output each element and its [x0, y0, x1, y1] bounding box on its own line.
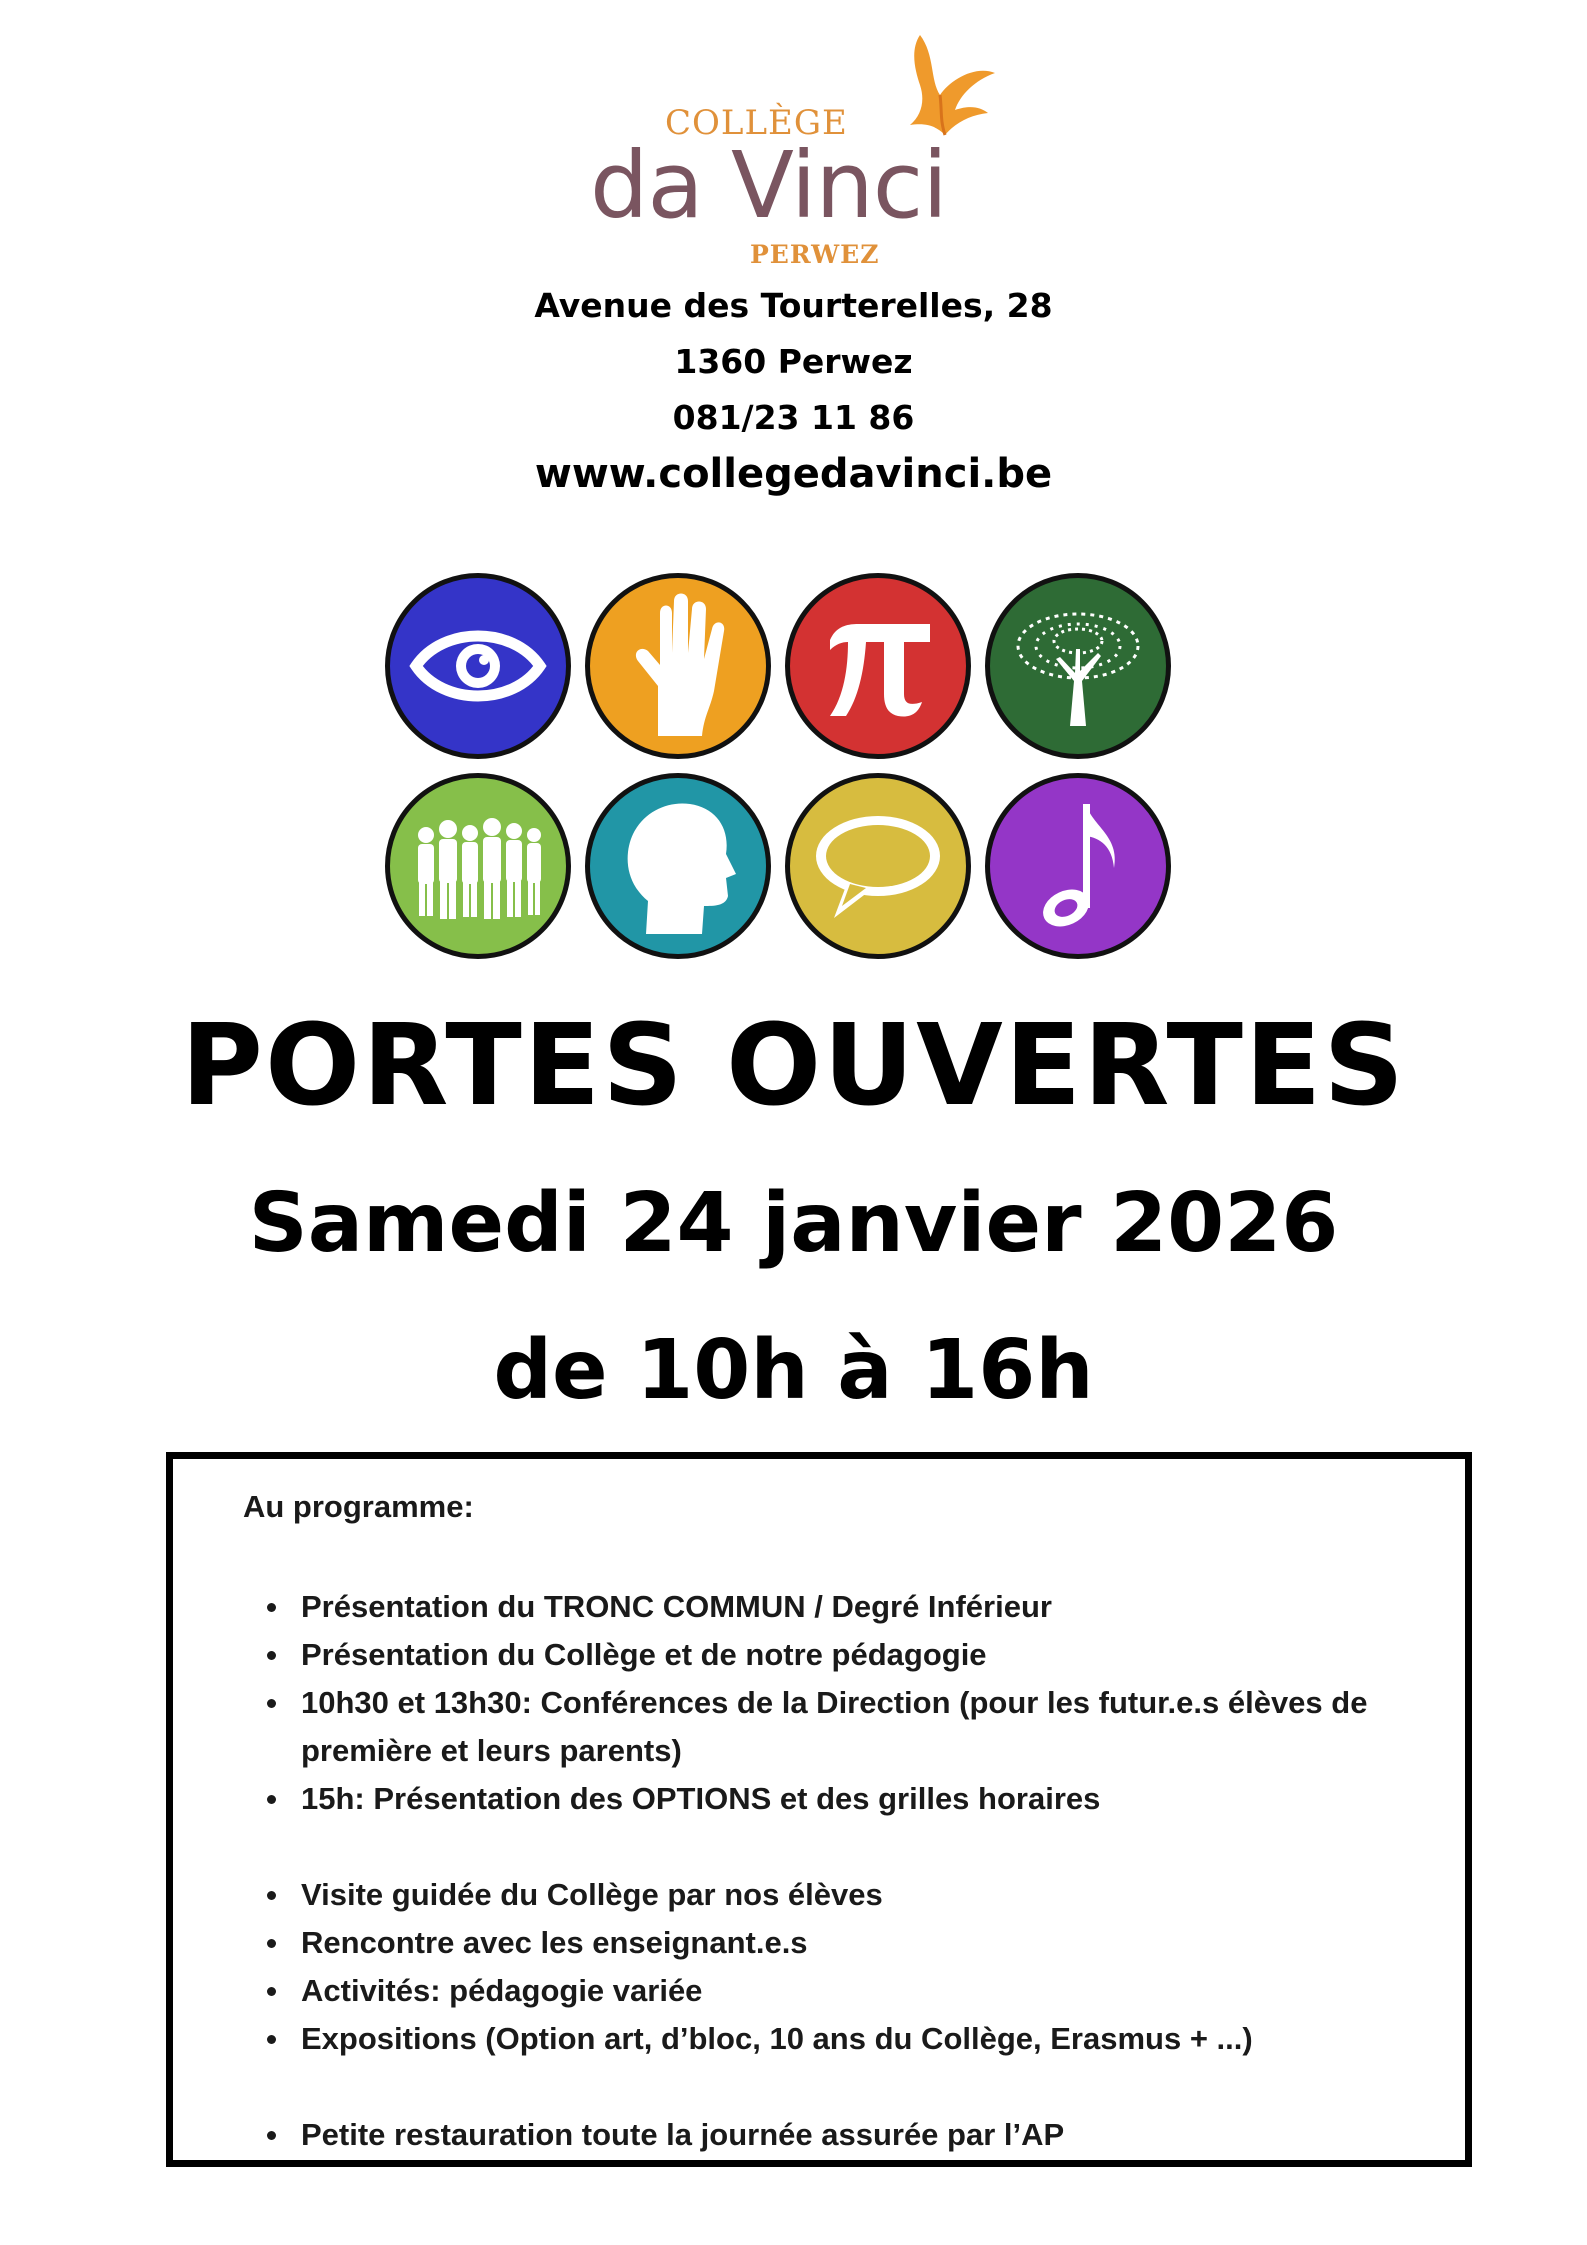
- program-heading: Au programme:: [243, 1489, 474, 1524]
- hand-icon: [585, 573, 771, 759]
- street-address: Avenue des Tourterelles, 28: [534, 286, 1053, 325]
- list-item: 15h: Présentation des OPTIONS et des grilles horaires: [267, 1775, 1417, 1823]
- bullet-icon: [267, 1891, 276, 1900]
- music-note-icon: [985, 773, 1171, 959]
- list-item: Activités: pédagogie variée: [267, 1967, 1417, 2015]
- pi-icon: [785, 573, 971, 759]
- program-box: [166, 1452, 1472, 2167]
- people-icon: [385, 773, 571, 959]
- bullet-icon: [267, 2131, 276, 2140]
- list-item: Expositions (Option art, d’bloc, 10 ans du Collège, Erasmus + ...): [267, 2015, 1417, 2063]
- bullet-icon: [267, 1651, 276, 1660]
- subject-icons-grid: [385, 573, 1185, 973]
- list-item: Petite restauration toute la journée assurée par l’AP: [267, 2111, 1417, 2159]
- list-item: Rencontre avec les enseignant.e.s: [267, 1919, 1417, 1967]
- program-list-main: [267, 1583, 1417, 1823]
- logo-town-text: PERWEZ: [750, 240, 880, 269]
- bullet-icon: [267, 1699, 276, 1708]
- phone-number: 081/23 11 86: [672, 398, 915, 437]
- eye-icon: [385, 573, 571, 759]
- school-logo: [580, 25, 1000, 269]
- head-icon: [585, 773, 771, 959]
- program-list-activities: [267, 1871, 1417, 2063]
- bullet-icon: [267, 1987, 276, 1996]
- logo-name-text: da Vinci: [590, 132, 947, 239]
- event-hours: de 10h à 16h: [493, 1323, 1094, 1418]
- city-address: 1360 Perwez: [674, 342, 913, 381]
- event-date: Samedi 24 janvier 2026: [248, 1176, 1339, 1271]
- bullet-icon: [267, 1603, 276, 1612]
- website-link[interactable]: www.collegedavinci.be: [534, 451, 1053, 497]
- contact-block: [0, 278, 1587, 502]
- bullet-icon: [267, 1795, 276, 1804]
- event-title: PORTES OUVERTES: [180, 1001, 1407, 1131]
- list-item: Présentation du Collège et de notre pédagogie: [267, 1631, 1417, 1679]
- logo-college-text: COLLÈGE: [665, 103, 848, 143]
- program-list-food: [267, 2111, 1417, 2159]
- bullet-icon: [267, 2035, 276, 2044]
- speech-bubble-icon: [785, 773, 971, 959]
- list-item: Visite guidée du Collège par nos élèves: [267, 1871, 1417, 1919]
- bullet-icon: [267, 1939, 276, 1948]
- list-item: 10h30 et 13h30: Conférences de la Direction (pour les futur.e.s élèves de première et leurs parents): [267, 1679, 1417, 1775]
- list-item: Présentation du TRONC COMMUN / Degré Inférieur: [267, 1583, 1417, 1631]
- tree-icon: [985, 573, 1171, 759]
